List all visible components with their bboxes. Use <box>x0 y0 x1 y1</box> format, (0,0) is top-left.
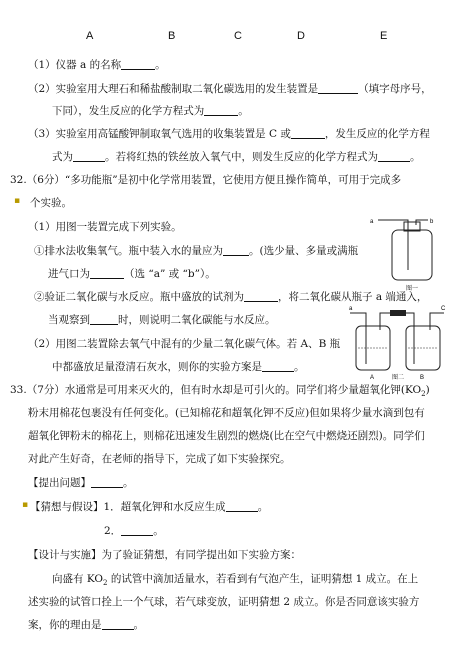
answer-blank[interactable] <box>121 524 153 536</box>
bottle-body <box>392 230 432 280</box>
q33-design-line3: 案，你的理由是 。 <box>28 619 144 631</box>
answer-blank[interactable] <box>73 150 105 162</box>
option-letter-d: D <box>297 30 305 42</box>
q33-hypothesis-2: 2． 。 <box>104 525 164 537</box>
q32-sub1-item1-cont: 进气口为 （选 “a” 或 “b”）。 <box>48 268 216 280</box>
q33-design-line2: 述实验的试管口拴上一个气球，若气球变放，证明猜想 2 成立。你是否同意该实验方 <box>28 596 420 608</box>
q33-line1: 33.（7分）水通常是可用来灭火的，但有时水却是可引火的。同学们将少量超氧化钾$(KO_2)$ <box>10 384 430 399</box>
bottle-b-label: B <box>420 375 425 381</box>
bottle-a-label: A <box>370 375 375 381</box>
answer-blank[interactable] <box>378 150 410 162</box>
answer-blank[interactable] <box>226 500 258 512</box>
port-a-label: a <box>349 306 353 312</box>
q32-heading-cont: 个实验。 <box>30 197 72 209</box>
q33-question: 【提出问题】 。 <box>28 477 134 489</box>
answer-blank[interactable] <box>223 244 249 256</box>
figure-one-bottle <box>366 212 436 294</box>
port-b-label: b <box>430 219 434 225</box>
option-letter-c: C <box>234 30 242 42</box>
rubber-connector <box>390 310 406 316</box>
figure-two-caption: 图二 <box>392 375 405 381</box>
connector-tube <box>380 313 414 364</box>
q31-part2-line1: （2）实验室用大理石和稀盐酸制取二氧化碳选用的发生装置是 （填字母序号， <box>28 83 432 95</box>
q33-line3: 超氧化钾粉末的棉花上，则棉花迅速发生剧烈的燃烧(比在空气中燃烧还剧烈)。同学们 <box>28 430 425 442</box>
answer-blank[interactable] <box>204 104 238 116</box>
answer-blank[interactable] <box>91 476 123 488</box>
answer-blank[interactable] <box>291 127 325 139</box>
option-letters-row <box>0 30 456 44</box>
answer-blank[interactable] <box>90 313 118 325</box>
option-letter-a: A <box>86 30 94 42</box>
q33-line4: 对此产生好奇，在老师的指导下，完成了如下实验探究。 <box>28 453 291 465</box>
option-letter-e: E <box>380 30 388 42</box>
answer-blank[interactable] <box>102 618 134 630</box>
q32-sub1-title: （1）用图一装置完成下列实验。 <box>28 221 182 233</box>
q32-sub2-line1: （2）用图二装置除去氧气中混有的少量二氧化碳气体。若 A、B 瓶 <box>28 338 341 350</box>
margin-mark: ▪ <box>14 196 21 206</box>
inlet-tube-a <box>350 313 366 364</box>
q33-design-line1: 向盛有 $KO_2$ 的试管中滴加适量水，若看到有气泡产生，证明猜想 1 成立。在上 <box>52 573 419 588</box>
q32-sub1-item1: ①排水法收集氧气。瓶中装入水的量应为 。(选少量、多量或满瓶 <box>34 245 359 257</box>
q33-line2: 粉末用棉花包裹没有任何变化。(已知棉花和超氧化钾不反应)但如果将少量水滴到包有 <box>28 407 425 419</box>
q32-sub1-item2-cont: 当观察到 时，则说明二氧化碳能与水反应。 <box>48 314 276 326</box>
q32-sub1-item2: ②验证二氧化碳与水反应。瓶中盛放的试剂为 ，将二氧化碳从瓶子 a 端通入， <box>34 291 428 303</box>
answer-blank[interactable] <box>262 360 294 372</box>
q33-hypothesis-1: 【猜想与假设】1．超氧化钾和水反应生成 。 <box>30 501 269 513</box>
option-letter-b: B <box>168 30 176 42</box>
q31-part1: （1）仪器 a 的名称 。 <box>28 59 166 71</box>
answer-blank[interactable] <box>244 290 278 302</box>
q33-design-title: 【设计与实施】为了验证猜想，有同学提出如下实验方案： <box>28 549 301 561</box>
answer-blank[interactable] <box>318 82 358 94</box>
answer-blank[interactable] <box>121 58 155 70</box>
q31-part3-line1: （3）实验室用高锰酸钾制取氧气选用的收集装置是 C 或 ，发生反应的化学方程 <box>28 128 430 140</box>
q31-part2-line2: 下同），发生反应的化学方程式为 。 <box>52 105 249 117</box>
outlet-tube-b <box>430 313 444 330</box>
margin-mark: ▪ <box>22 500 29 510</box>
q32-sub2-line2: 中都盛放足量澄清石灰水，则你的实验方案是 。 <box>52 361 305 373</box>
q32-heading: 32.（6分）“多功能瓶”是初中化学常用装置，它使用方便且操作简单，可用于完成多 <box>10 174 402 186</box>
figure-one-caption: 图一 <box>406 286 419 292</box>
port-c-label: C <box>441 306 446 312</box>
figure-two-bottles <box>348 304 448 382</box>
q31-part3-line2: 式为 。若将红热的铁丝放入氧气中，则发生反应的化学方程式为 。 <box>52 151 421 163</box>
answer-blank[interactable] <box>90 267 124 279</box>
port-a-label: a <box>370 219 374 225</box>
